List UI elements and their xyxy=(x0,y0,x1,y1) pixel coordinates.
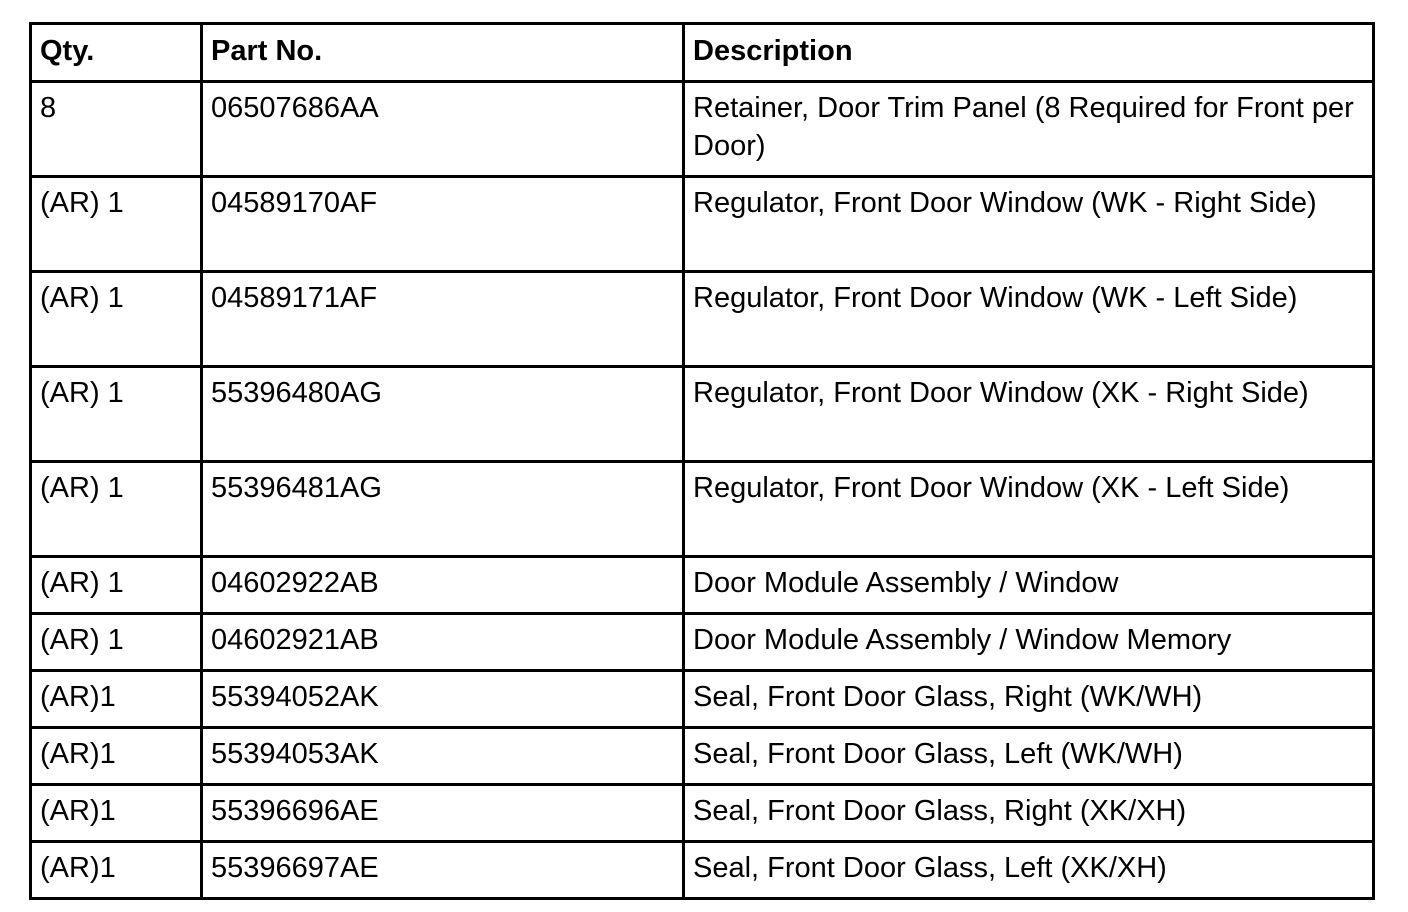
cell-description: Seal, Front Door Glass, Left (WK/WH) xyxy=(684,728,1374,785)
cell-part-no: 55394052AK xyxy=(202,671,684,728)
table-row xyxy=(31,177,1374,272)
cell-part-no: 55396481AG xyxy=(202,462,684,557)
cell-description: Door Module Assembly / Window xyxy=(684,557,1374,614)
cell-description: Seal, Front Door Glass, Right (XK/XH) xyxy=(684,785,1374,842)
table-row xyxy=(31,462,1374,557)
cell-description: Retainer, Door Trim Panel (8 Required for Front per Door) xyxy=(684,82,1374,177)
cell-qty: (AR)1 xyxy=(31,842,202,899)
cell-qty: (AR)1 xyxy=(31,671,202,728)
table-row xyxy=(31,367,1374,462)
header-description: Description xyxy=(684,24,1374,82)
cell-description: Regulator, Front Door Window (XK - Right Side) xyxy=(684,367,1374,462)
table-row xyxy=(31,614,1374,671)
cell-part-no: 04602921AB xyxy=(202,614,684,671)
table-row xyxy=(31,272,1374,367)
cell-part-no: 55394053AK xyxy=(202,728,684,785)
cell-qty: (AR) 1 xyxy=(31,614,202,671)
cell-description: Regulator, Front Door Window (WK - Right Side) xyxy=(684,177,1374,272)
header-qty: Qty. xyxy=(31,24,202,82)
table-row xyxy=(31,82,1374,177)
cell-qty: (AR) 1 xyxy=(31,367,202,462)
cell-qty: (AR) 1 xyxy=(31,272,202,367)
cell-description: Regulator, Front Door Window (WK - Left Side) xyxy=(684,272,1374,367)
cell-qty: (AR)1 xyxy=(31,728,202,785)
table-header-row xyxy=(31,24,1374,82)
parts-table xyxy=(29,22,1375,900)
cell-part-no: 04589171AF xyxy=(202,272,684,367)
cell-qty: (AR) 1 xyxy=(31,462,202,557)
cell-part-no: 55396696AE xyxy=(202,785,684,842)
cell-part-no: 06507686AA xyxy=(202,82,684,177)
cell-part-no: 04589170AF xyxy=(202,177,684,272)
cell-part-no: 55396697AE xyxy=(202,842,684,899)
cell-description: Seal, Front Door Glass, Right (WK/WH) xyxy=(684,671,1374,728)
cell-qty: (AR) 1 xyxy=(31,557,202,614)
cell-qty: (AR) 1 xyxy=(31,177,202,272)
table-row xyxy=(31,785,1374,842)
table-row xyxy=(31,842,1374,899)
table-row xyxy=(31,671,1374,728)
cell-description: Door Module Assembly / Window Memory xyxy=(684,614,1374,671)
cell-qty: 8 xyxy=(31,82,202,177)
cell-description: Seal, Front Door Glass, Left (XK/XH) xyxy=(684,842,1374,899)
table-row xyxy=(31,557,1374,614)
table-row xyxy=(31,728,1374,785)
cell-part-no: 55396480AG xyxy=(202,367,684,462)
cell-description: Regulator, Front Door Window (XK - Left Side) xyxy=(684,462,1374,557)
cell-qty: (AR)1 xyxy=(31,785,202,842)
header-part-no: Part No. xyxy=(202,24,684,82)
cell-part-no: 04602922AB xyxy=(202,557,684,614)
